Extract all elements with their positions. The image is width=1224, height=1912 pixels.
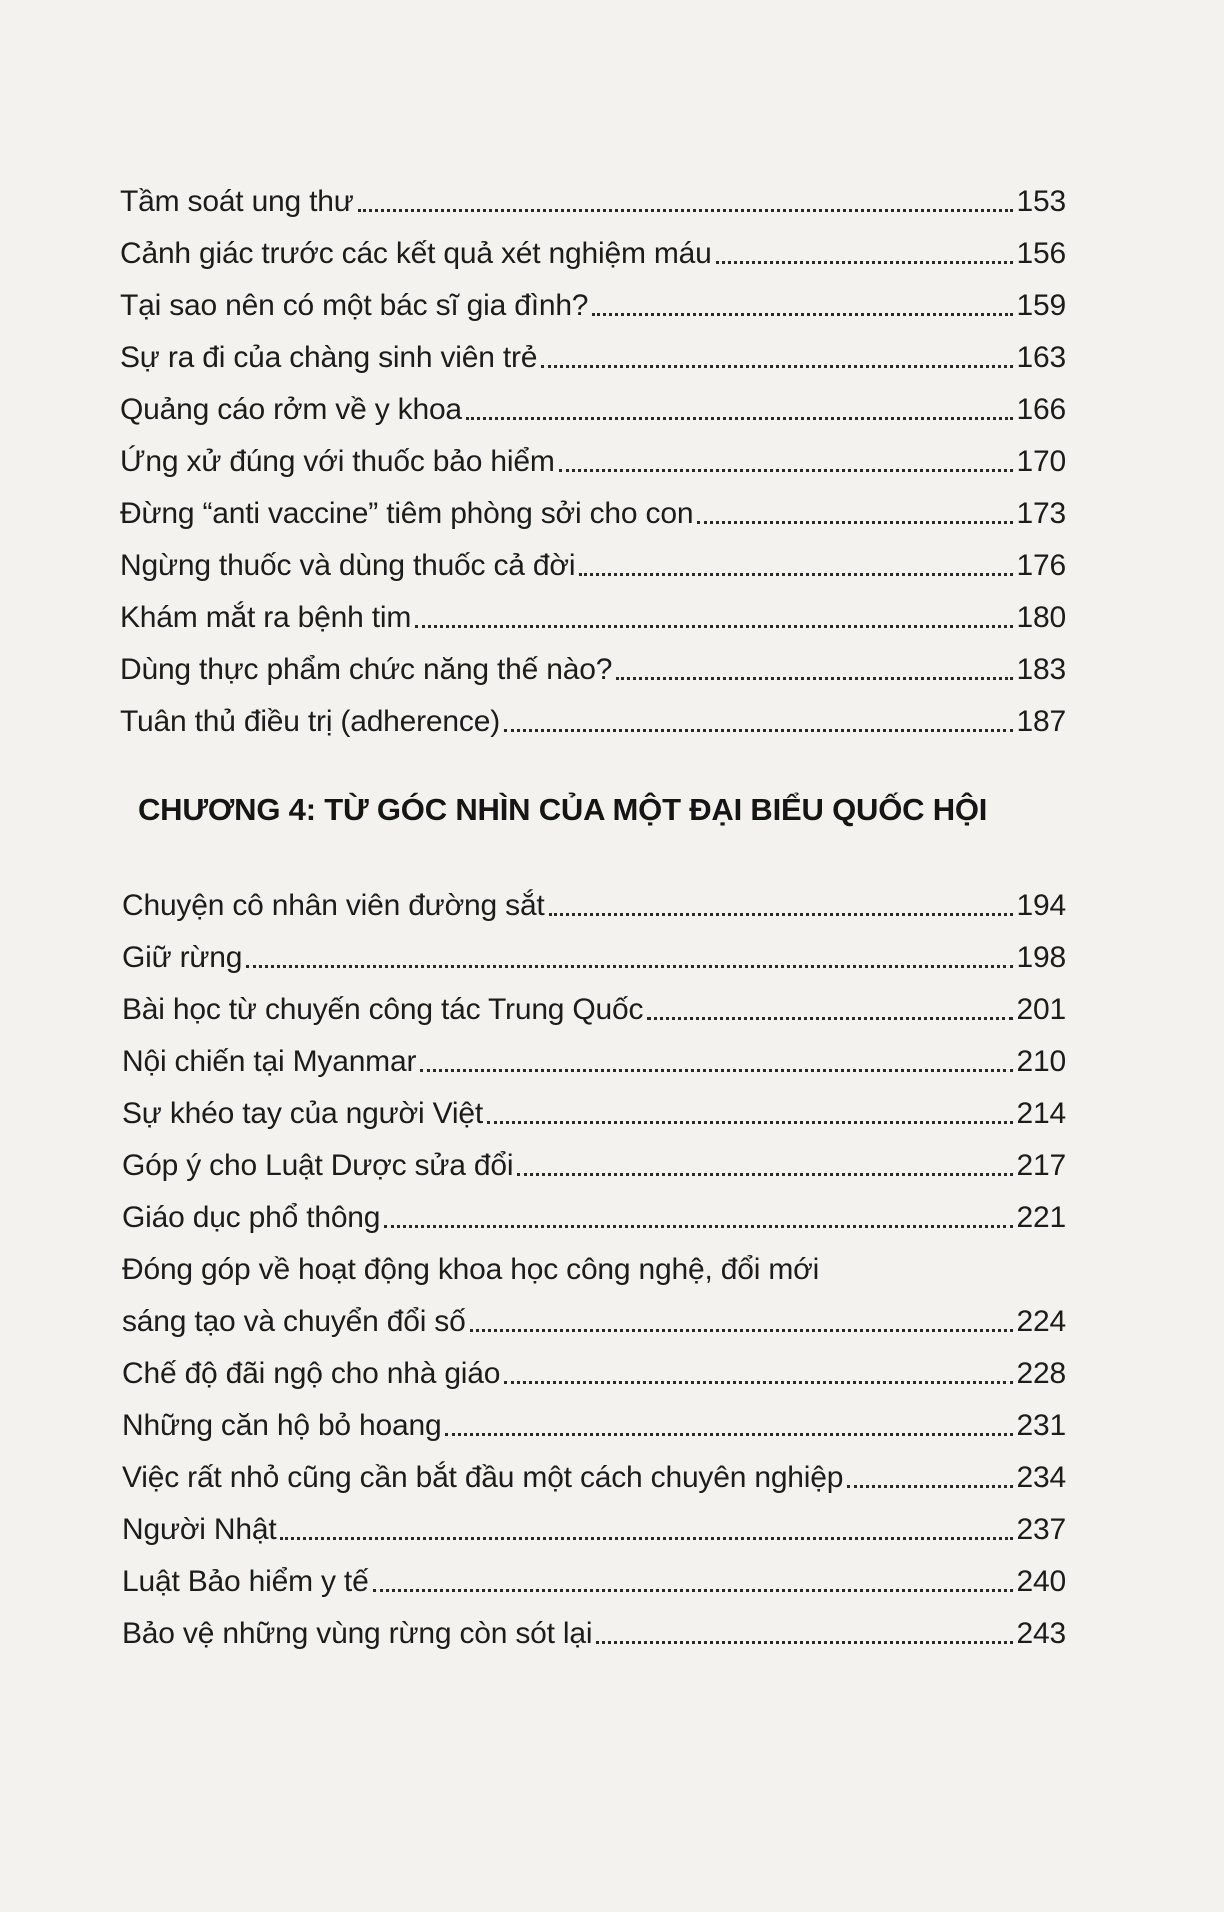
dot-leader bbox=[420, 1069, 1012, 1072]
toc-entry-multiline bbox=[120, 1236, 1066, 1340]
dot-leader bbox=[470, 1329, 1013, 1332]
toc-entry bbox=[120, 924, 1066, 976]
toc-entry-title: Khám mắt ra bệnh tim bbox=[120, 601, 412, 634]
dot-leader bbox=[487, 1121, 1013, 1124]
toc-entry-page: 201 bbox=[1016, 993, 1066, 1026]
toc-entry-page: 214 bbox=[1016, 1097, 1066, 1130]
toc-entry bbox=[120, 872, 1066, 924]
toc-entry-title: Cảnh giác trước các kết quả xét nghiệm máu bbox=[120, 237, 712, 270]
dot-leader bbox=[579, 573, 1012, 576]
toc-list-chapter-4 bbox=[120, 872, 1066, 1652]
dot-leader bbox=[415, 625, 1012, 628]
toc-entry-title-line-2: sáng tạo và chuyển đổi số bbox=[122, 1305, 466, 1338]
dot-leader bbox=[592, 313, 1012, 316]
toc-entry-title: Việc rất nhỏ cũng cần bắt đầu một cách chuyên nghiệp bbox=[122, 1461, 844, 1494]
toc-entry-title: Góp ý cho Luật Dược sửa đổi bbox=[122, 1149, 514, 1182]
dot-leader bbox=[445, 1433, 1012, 1436]
dot-leader bbox=[246, 965, 1012, 968]
toc-entry bbox=[120, 220, 1066, 272]
toc-entry bbox=[120, 1340, 1066, 1392]
toc-entry-title: Đừng “anti vaccine” tiêm phòng sởi cho con bbox=[120, 497, 694, 530]
toc-entry-line-2 bbox=[120, 1288, 1066, 1340]
toc-entry-page: 194 bbox=[1016, 889, 1066, 922]
dot-leader bbox=[541, 365, 1012, 368]
toc-entry-page: 221 bbox=[1016, 1201, 1066, 1234]
toc-entry-title: Người Nhật bbox=[122, 1513, 277, 1546]
toc-entry-page: 156 bbox=[1016, 237, 1066, 270]
toc-entry bbox=[120, 1080, 1066, 1132]
toc-entry-page: 183 bbox=[1016, 653, 1066, 686]
toc-list-section-a bbox=[120, 168, 1066, 740]
dot-leader bbox=[373, 1589, 1013, 1592]
toc-entry-page: 170 bbox=[1016, 445, 1066, 478]
toc-entry-title: Sự ra đi của chàng sinh viên trẻ bbox=[120, 341, 538, 374]
toc-entry bbox=[120, 1392, 1066, 1444]
toc-entry-title: Tầm soát ung thư bbox=[120, 185, 354, 218]
dot-leader bbox=[504, 1381, 1012, 1384]
toc-entry-page: 153 bbox=[1016, 185, 1066, 218]
toc-entry-page: 243 bbox=[1016, 1617, 1066, 1650]
toc-entry-title: Sự khéo tay của người Việt bbox=[122, 1097, 483, 1130]
dot-leader bbox=[647, 1017, 1012, 1020]
toc-entry-title: Dùng thực phẩm chức năng thế nào? bbox=[120, 653, 613, 686]
toc-entry-page: 210 bbox=[1016, 1045, 1066, 1078]
toc-entry-page: 187 bbox=[1016, 705, 1066, 738]
toc-entry-title: Nội chiến tại Myanmar bbox=[122, 1045, 417, 1078]
toc-entry bbox=[120, 1132, 1066, 1184]
dot-leader bbox=[549, 913, 1013, 916]
dot-leader bbox=[716, 261, 1013, 264]
toc-entry-title: Tuân thủ điều trị (adherence) bbox=[120, 705, 500, 738]
toc-entry-page: 240 bbox=[1016, 1565, 1066, 1598]
toc-entry-title: Tại sao nên có một bác sĩ gia đình? bbox=[120, 289, 589, 322]
toc-entry-title-line-1: Đóng góp về hoạt động khoa học công nghệ, đổi mới bbox=[122, 1253, 820, 1286]
toc-entry bbox=[120, 272, 1066, 324]
toc-entry bbox=[120, 168, 1066, 220]
toc-entry bbox=[120, 688, 1066, 740]
toc-entry-page: 180 bbox=[1016, 601, 1066, 634]
dot-leader bbox=[596, 1641, 1012, 1644]
toc-entry-title: Ứng xử đúng với thuốc bảo hiểm bbox=[120, 445, 555, 478]
dot-leader bbox=[616, 677, 1012, 680]
toc-entry-page: 166 bbox=[1016, 393, 1066, 426]
toc-entry-title: Quảng cáo rởm về y khoa bbox=[120, 393, 462, 426]
toc-entry bbox=[120, 376, 1066, 428]
toc-entry bbox=[120, 584, 1066, 636]
toc-entry-title: Ngừng thuốc và dùng thuốc cả đời bbox=[120, 549, 576, 582]
toc-entry-page: 198 bbox=[1016, 941, 1066, 974]
toc-entry-page: 234 bbox=[1016, 1461, 1066, 1494]
toc-entry-title: Bài học từ chuyến công tác Trung Quốc bbox=[122, 993, 644, 1026]
toc-entry-page: 217 bbox=[1016, 1149, 1066, 1182]
toc-entry bbox=[120, 636, 1066, 688]
toc-entry-title: Chuyện cô nhân viên đường sắt bbox=[122, 889, 545, 922]
toc-entry-page: 163 bbox=[1016, 341, 1066, 374]
toc-entry bbox=[120, 480, 1066, 532]
toc-entry bbox=[120, 324, 1066, 376]
dot-leader bbox=[847, 1485, 1012, 1488]
toc-entry-title: Những căn hộ bỏ hoang bbox=[122, 1409, 442, 1442]
toc-entry-title: Giáo dục phổ thông bbox=[122, 1201, 381, 1234]
toc-entry-title: Giữ rừng bbox=[122, 941, 243, 974]
toc-entry-title: Chế độ đãi ngộ cho nhà giáo bbox=[122, 1357, 501, 1390]
toc-entry bbox=[120, 428, 1066, 480]
toc-entry-page: 173 bbox=[1016, 497, 1066, 530]
toc-entry bbox=[120, 1600, 1066, 1652]
toc-entry-page: 176 bbox=[1016, 549, 1066, 582]
toc-entry-page: 224 bbox=[1016, 1305, 1066, 1338]
chapter-heading: CHƯƠNG 4: TỪ GÓC NHÌN CỦA MỘT ĐẠI BIỂU QUỐC HỘI bbox=[138, 792, 988, 827]
dot-leader bbox=[559, 469, 1013, 472]
toc-entry bbox=[120, 1496, 1066, 1548]
dot-leader bbox=[280, 1537, 1012, 1540]
toc-entry bbox=[120, 1548, 1066, 1600]
toc-entry bbox=[120, 976, 1066, 1028]
dot-leader bbox=[504, 729, 1013, 732]
dot-leader bbox=[466, 417, 1013, 420]
toc-entry-page: 228 bbox=[1016, 1357, 1066, 1390]
toc-entry bbox=[120, 532, 1066, 584]
dot-leader bbox=[517, 1173, 1012, 1176]
dot-leader bbox=[358, 209, 1013, 212]
toc-entry-page: 159 bbox=[1016, 289, 1066, 322]
toc-entry-page: 231 bbox=[1016, 1409, 1066, 1442]
toc-entry-title: Bảo vệ những vùng rừng còn sót lại bbox=[122, 1617, 593, 1650]
toc-entry-title: Luật Bảo hiểm y tế bbox=[122, 1565, 369, 1598]
toc-entry bbox=[120, 1028, 1066, 1080]
toc-entry-page: 237 bbox=[1016, 1513, 1066, 1546]
toc-entry bbox=[120, 1444, 1066, 1496]
toc-entry bbox=[120, 1184, 1066, 1236]
dot-leader bbox=[697, 521, 1012, 524]
dot-leader bbox=[384, 1225, 1012, 1228]
